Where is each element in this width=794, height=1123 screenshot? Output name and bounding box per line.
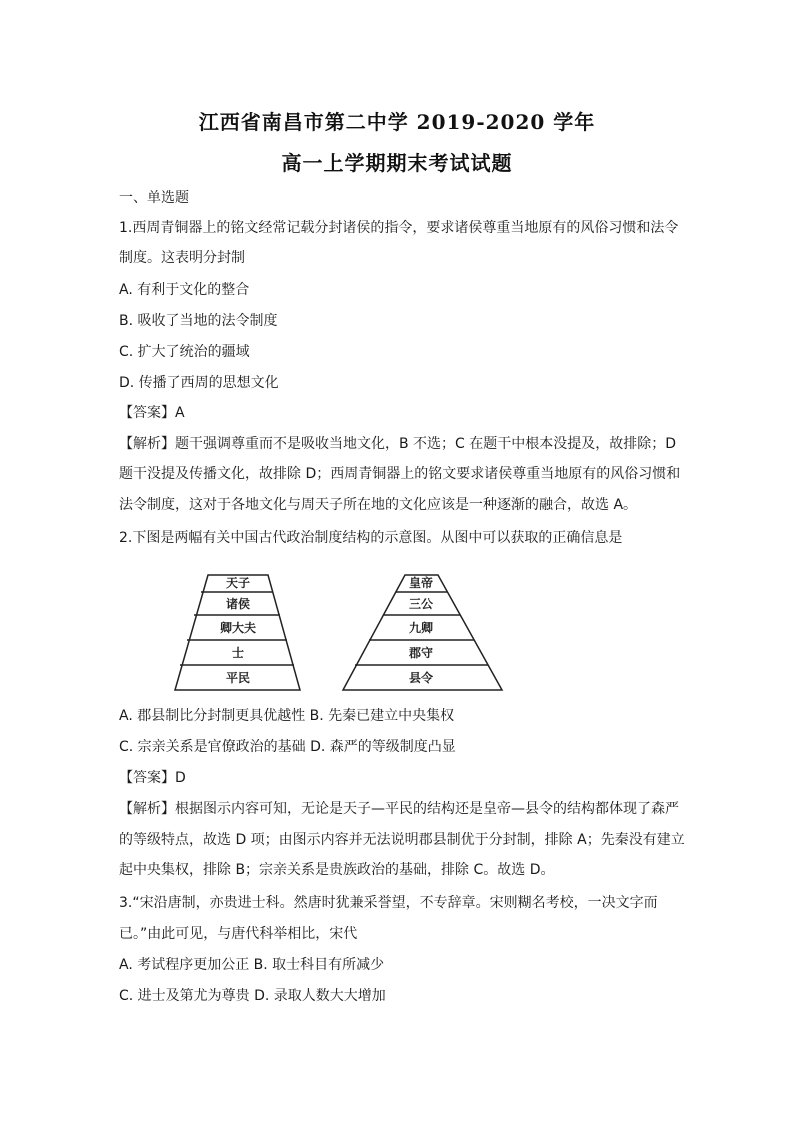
right-tier-3: 九卿: [408, 621, 434, 635]
left-tier-4: 士: [231, 646, 245, 660]
q2-options-line2: C. 宗亲关系是官僚政治的基础 D. 森严的等级制度凸显: [119, 739, 456, 755]
right-tier-4: 郡守: [408, 646, 434, 660]
q2-stem: 2.下图是两幅有关中国古代政治制度结构的示意图。从图中可以获取的正确信息是: [119, 530, 623, 546]
q2-analysis-line1: 【解析】根据图示内容可知，无论是天子—平民的结构还是皇帝—县令的结构都体现了森严: [119, 801, 679, 817]
q1-analysis-line3: 法令制度，这对于各地文化与周天子所在地的文化应该是一种逐渐的融合，故选 A。: [119, 497, 638, 513]
q2-analysis-line2: 的等级特点，故选 D 项；由图示内容并无法说明郡县制优于分封制，排除 A；先秦没有建立: [119, 832, 685, 848]
q2-answer: 【答案】D: [119, 770, 186, 786]
q1-option-a: A. 有利于文化的整合: [119, 282, 250, 298]
q3-stem-line2: 已。”由此可见，与唐代科举相比，宋代: [119, 926, 358, 942]
q2-options-line1: A. 郡县制比分封制更具优越性 B. 先秦已建立中央集权: [119, 708, 455, 724]
left-tier-3: 卿大夫: [219, 621, 257, 635]
q1-stem-line2: 制度。这表明分封制: [119, 250, 245, 266]
q1-option-c: C. 扩大了统治的疆域: [119, 344, 250, 360]
left-tier-5: 平民: [225, 671, 251, 685]
left-tier-1: 天子: [225, 576, 251, 590]
hierarchy-pyramids: [170, 570, 510, 700]
left-tier-2: 诸侯: [225, 597, 251, 611]
pyramids-svg: [170, 570, 510, 700]
q1-option-b: B. 吸收了当地的法令制度: [119, 313, 278, 329]
exam-title-line2: 高一上学期期末考试试题: [281, 151, 513, 175]
q1-analysis-line1: 【解析】题干强调尊重而不是吸收当地文化，B 不选；C 在题干中根本没提及，故排除；D: [119, 436, 677, 452]
q3-options-line1: A. 考试程序更加公正 B. 取士科目有所减少: [119, 957, 385, 973]
q3-options-line2: C. 进士及第尤为尊贵 D. 录取人数大大增加: [119, 988, 386, 1004]
q3-stem-line1: 3.“宋沿唐制，亦贵进士科。然唐时犹兼采誉望，不专辞章。宋则糊名考校，一决文字而: [119, 895, 658, 911]
exam-title-line1: 江西省南昌市第二中学 2019-2020 学年: [198, 110, 596, 134]
section-label: 一、单选题: [119, 190, 189, 206]
q1-stem-line1: 1.西周青铜器上的铭文经常记载分封诸侯的指令，要求诸侯尊重当地原有的风俗习惯和法令: [119, 220, 679, 236]
right-tier-2: 三公: [408, 597, 434, 611]
q1-option-d: D. 传播了西周的思想文化: [119, 375, 279, 391]
q2-analysis-line3: 起中央集权，排除 B；宗亲关系是贵族政治的基础，排除 C。故选 D。: [119, 862, 555, 878]
right-tier-1: 皇帝: [408, 576, 434, 590]
right-tier-5: 县令: [408, 671, 434, 685]
q1-answer: 【答案】A: [119, 405, 185, 421]
q1-analysis-line2: 题干没提及传播文化，故排除 D；西周青铜器上的铭文要求诸侯尊重当地原有的风俗习惯和: [119, 466, 681, 482]
